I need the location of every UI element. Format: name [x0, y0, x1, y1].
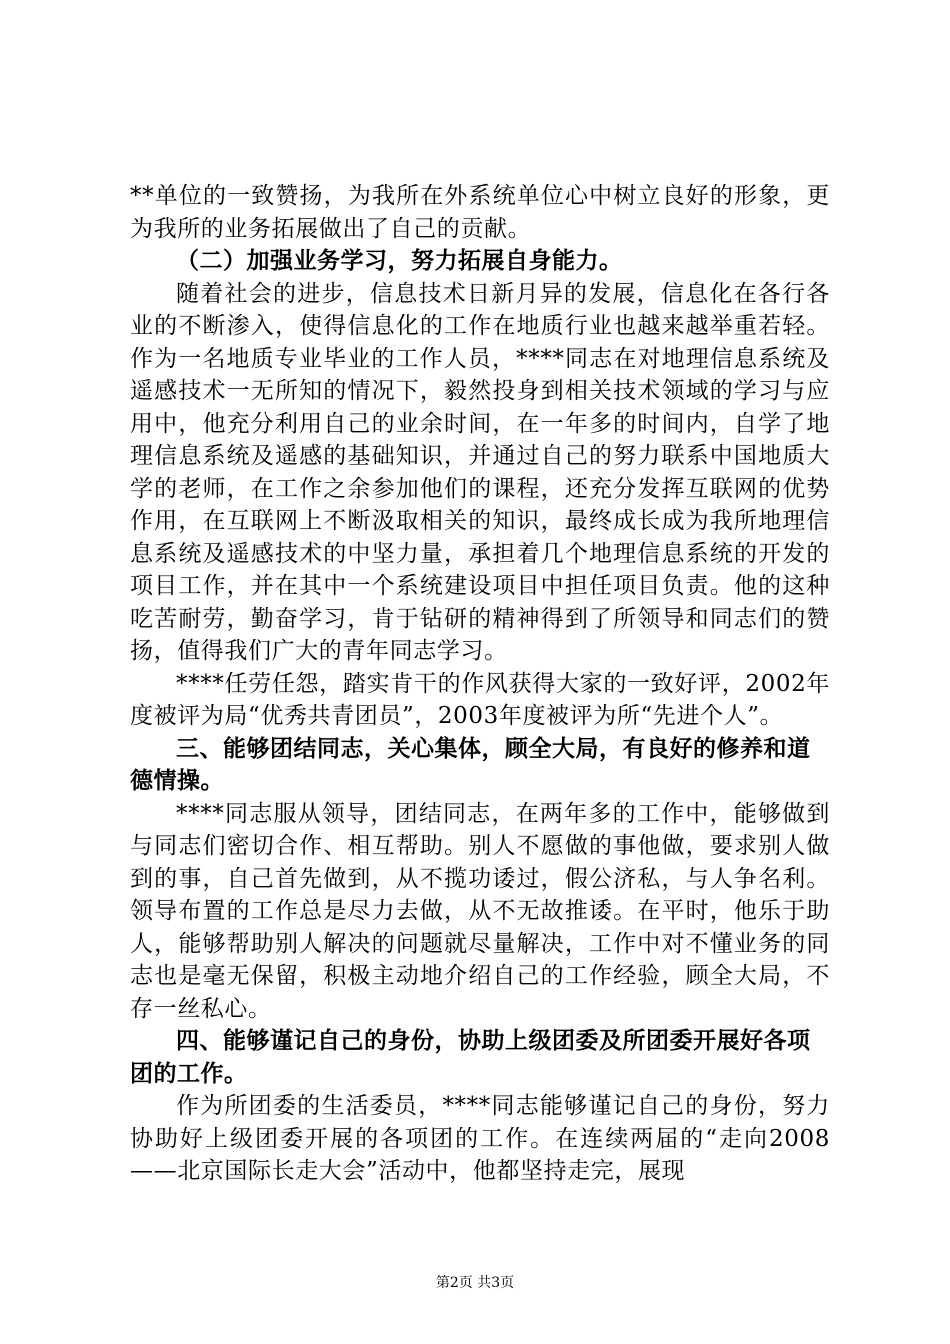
paragraph-5: 作为所团委的生活委员，****同志能够谨记自己的身份，努力协助好上级团委开展的各项团的工作。在连续两届的“走向2008——北京国际长走大会”活动中，他都坚持走完，展现: [130, 1093, 830, 1184]
paragraph-3: ****任劳任怨，踏实肯干的作风获得大家的一致好评，2002年度被评为局“优秀共青团员”，2003年度被评为所“先进个人”。: [130, 670, 830, 729]
document-body: [130, 180, 830, 1188]
paragraph-4: ****同志服从领导，团结同志，在两年多的工作中，能够做到与同志们密切合作、相互帮助。别人不愿做的事他做，要求别人做到的事，自己首先做到，从不揽功诿过，假公济私，与人争名利。领导布置的工作总是尽力去做，从不无故推诿。在平时，他乐于助人，能够帮助别人解决的问题就尽量解决，工作中对不懂业务的同志也是毫无保留，积极主动地介绍自己的工作经验，顾全大局，不存一丝私心。: [130, 800, 830, 1022]
section-heading-2: （二）加强业务学习，努力拓展自身能力。: [176, 248, 623, 274]
section-heading-3: 三、能够团结同志，关心集体，顾全大局，有良好的修养和道德情操。: [130, 735, 811, 794]
paragraph-1: **单位的一致赞扬，为我所在外系统单位心中树立良好的形象，更为我所的业务拓展做出了自己的贡献。: [130, 183, 830, 242]
paragraph-2: 随着社会的进步，信息技术日新月异的发展，信息化在各行各业的不断渗入，使得信息化的工作在地质行业也越来越举重若轻。作为一名地质专业毕业的工作人员，****同志在对地理信息系统及遥感技术一无所知的情况下，毅然投身到相关技术领域的学习与应用中，他充分利用自己的业余时间，在一年多的时间内，自学了地理信息系统及遥感的基础知识，并通过自己的努力联系中国地质大学的老师，在工作之余参加他们的课程，还充分发挥互联网的优势作用，在互联网上不断汲取相关的知识，最终成长成为我所地理信息系统及遥感技术的中坚力量，承担着几个地理信息系统的开发的项目工作，并在其中一个系统建设项目中担任项目负责。他的这种吃苦耐劳，勤奋学习，肯于钻研的精神得到了所领导和同志们的赞扬，值得我们广大的青年同志学习。: [130, 280, 830, 664]
page-number-footer: 第2页 共3页: [435, 1275, 515, 1291]
section-heading-4: 四、能够谨记自己的身份，协助上级团委及所团委开展好各项团的工作。: [130, 1028, 811, 1087]
